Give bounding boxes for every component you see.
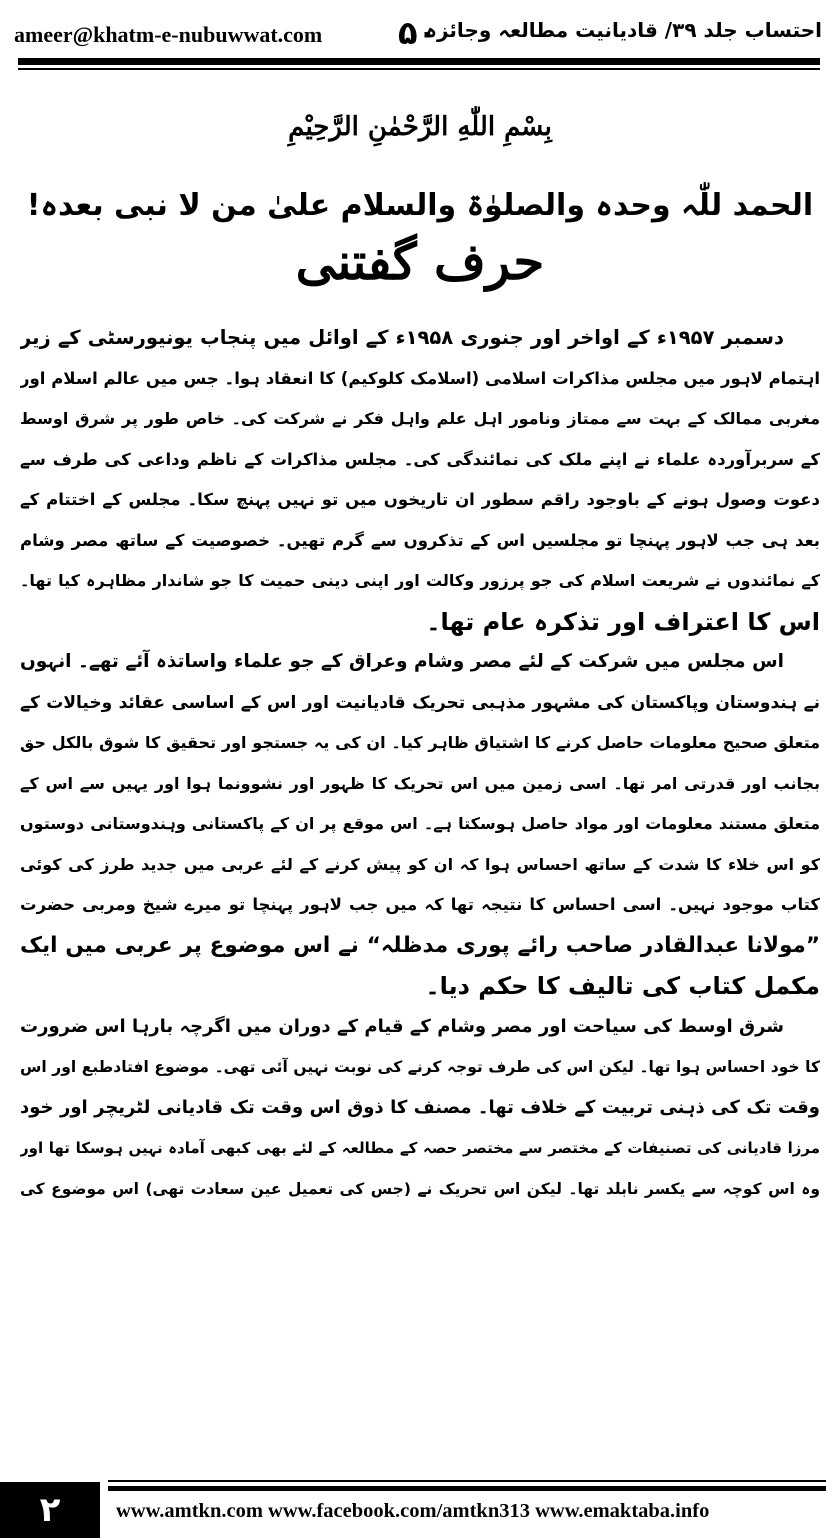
page-header xyxy=(0,0,840,62)
page-heading: حرف گفتنی xyxy=(295,232,545,291)
body-line: دسمبر ۱۹۵۷ء کے اواخر اور جنوری ۱۹۵۸ء کے اوائل میں پنجاب یونیورسٹی کے زیر xyxy=(20,326,784,349)
body-line: اہتمام لاہور میں مجلس مذاکرات اسلامی (اسلامک کلوکیم) کا انعقاد ہوا۔ جس میں عالم اسلام اور xyxy=(20,368,820,388)
header-page-number: ۵۰ xyxy=(398,14,438,52)
body-text xyxy=(20,318,820,1209)
footer-links: www.amtkn.com www.facebook.com/amtkn313 www.emaktaba.info xyxy=(116,1500,710,1522)
bismillah: بِسْمِ اللّٰهِ الرَّحْمٰنِ الرَّحِيْمِ xyxy=(288,112,552,142)
body-line: اس مجلس میں شرکت کے لئے مصر وشام وعراق کے جو علماء واساتذہ آئے تھے۔ انہوں xyxy=(20,651,784,672)
body-line: متعلق مستند معلومات اور مواد حاصل ہوسکتا ہے۔ اس موقع پر ان کے پاکستانی وہندوستانی دوستوں xyxy=(20,814,820,833)
body-line: کتاب موجود نہیں۔ اسی احساس کا نتیجہ تھا کہ میں جب لاہور پہنچا تو میرے شیخ ومربی حضرت xyxy=(20,895,820,914)
hamd-line: الحمد للّٰہ وحدہ والصلوٰۃ والسلام علیٰ من لا نبی بعدہ! xyxy=(26,188,814,223)
header-rule-thick xyxy=(18,58,820,65)
body-line: وقت تک کی ذہنی تربیت کے خلاف تھا۔ مصنف کا ذوق اس وقت تک قادیانی لٹریچر اور خود xyxy=(20,1096,820,1118)
body-line: دعوت وصول ہونے کے باوجود راقم سطور ان تاریخوں میں تو نہیں پہنچ سکا۔ مجلس کے اختتام کے xyxy=(20,490,820,509)
body-line: متعلق صحیح معلومات حاصل کرنے کا اشتیاق ظاہر کیا۔ ان کی یہ جستجو اور تحقیق کا شوق بالکل حق xyxy=(20,733,820,752)
page-footer xyxy=(0,1478,840,1540)
body-line: کا خود احساس ہوا تھا۔ لیکن اس کی طرف توجہ کرنے کی نوبت نہیں آئی تھی۔ موضوع افتادطبع اور اس xyxy=(20,1058,820,1076)
body-line: مغربی ممالک کے بہت سے ممتاز ونامور اہل علم واہل فکر نے شرکت کی۔ خاص طور پر شرق اوسط xyxy=(20,409,820,428)
footer-rule-thick xyxy=(108,1486,826,1491)
header-rule-thin xyxy=(18,68,820,70)
body-line: بعد ہی جب لاہور پہنچا تو مجلسیں اس کے تذکروں سے گرم تھیں۔ خصوصیت کے ساتھ مصر وشام xyxy=(20,530,820,550)
footer-page-number: ۲ xyxy=(0,1482,100,1538)
body-line: بجانب اور قدرتی امر تھا۔ اسی زمین میں اس تحریک کا ظہور اور نشوونما ہوا اور یہیں سے اس کے xyxy=(20,773,820,793)
footer-rule-thin xyxy=(108,1480,826,1482)
body-line: کے نمائندوں نے شریعت اسلام کی جو پرزور وکالت اور اپنی دینی حمیت کا جو شاندار مظاہرہ کیا تھا۔ xyxy=(20,571,820,590)
header-book-title: احتساب جلد ۳۹/ قادیانیت مطالعہ وجائزہ xyxy=(425,18,822,42)
body-line: مرزا قادیانی کی تصنیفات کے مختصر سے مختصر حصہ کے مطالعہ کے لئے بھی کبھی آمادہ نہیں ہوسکا تھا اور xyxy=(20,1139,820,1157)
body-line: وہ اس کوچہ سے یکسر نابلد تھا۔ لیکن اس تحریک نے (جس کی تعمیل عین سعادت تھی) اس موضوع کی xyxy=(20,1179,820,1198)
body-line: کے سربرآوردہ علماء نے اپنے ملک کی نمائندگی کی۔ مجلس مذاکرات کے ناظم وداعی کی طرف سے xyxy=(20,449,820,469)
header-email: ameer@khatm-e-nubuwwat.com xyxy=(14,22,323,47)
body-line: شرق اوسط کی سیاحت اور مصر وشام کے قیام کے دوران میں اگرچہ بارہا اس ضرورت xyxy=(20,1015,784,1037)
body-line: کو اس خلاء کا شدت کے ساتھ احساس ہوا کہ ان کو پیش کرنے کے لئے عربی میں جدید طرز کی کوئی xyxy=(20,854,820,874)
body-line: نے ہندوستان وپاکستان کی مشہور مذہبی تحریک قادیانیت اور اس کے اساسی عقائد وخیالات کے xyxy=(20,692,820,713)
body-line: مکمل کتاب کی تالیف کا حکم دیا۔ xyxy=(425,972,820,1000)
body-line: اس کا اعتراف اور تذکرہ عام تھا۔ xyxy=(426,607,820,636)
body-line: ”مولانا عبدالقادر صاحب رائے پوری مدظلہ“ نے اس موضوع پر عربی میں ایک xyxy=(20,932,820,958)
